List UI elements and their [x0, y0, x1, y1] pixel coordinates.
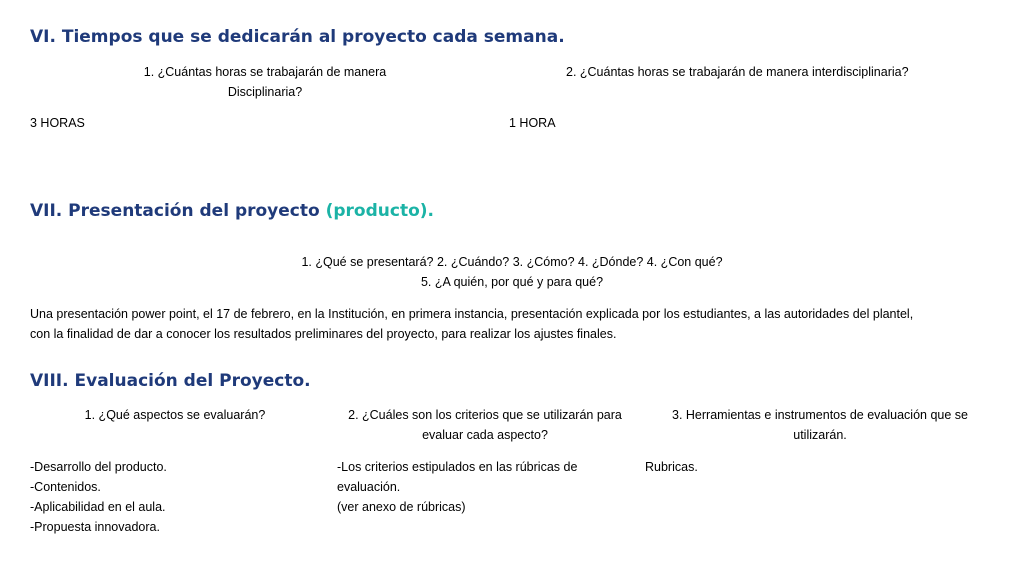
section-7-title [30, 201, 434, 221]
section-8-column-3 [645, 457, 698, 477]
list-item: -Aplicabilidad en el aula. [30, 500, 166, 514]
section-7-questions-line-2: 5. ¿A quién, por qué y para qué? [420, 275, 604, 289]
section-8-question-1: 1. ¿Qué aspectos se evaluarán? [84, 408, 266, 422]
section-6-question-1-line-2: Disciplinaria? [227, 85, 303, 99]
section-6-answer-2: 1 HORA [509, 116, 556, 130]
section-7-answer-line-2: con la finalidad de dar a conocer los resultados preliminares del proyecto, para realizar los ajustes finales. [30, 327, 617, 341]
list-item: -Propuesta innovadora. [30, 520, 160, 534]
section-8-column-2 [337, 457, 577, 517]
section-6-question-1-line-1: 1. ¿Cuántas horas se trabajarán de manera [143, 65, 387, 79]
section-8-column-1 [30, 457, 167, 537]
section-7-title-accent: (producto). [325, 201, 434, 221]
section-6-question-1 [100, 62, 430, 102]
section-6-answer-1: 3 HORAS [30, 116, 85, 130]
list-item: -Contenidos. [30, 480, 101, 494]
list-item: -Desarrollo del producto. [30, 460, 167, 474]
section-7-questions [0, 252, 1024, 292]
section-8-question-2 [330, 405, 640, 445]
section-7-questions-line-1: 1. ¿Qué se presentará? 2. ¿Cuándo? 3. ¿Cómo? 4. ¿Dónde? 4. ¿Con qué? [301, 255, 723, 269]
section-8-title: VIII. Evaluación del Proyecto. [30, 371, 311, 391]
section-8-question-3 [650, 405, 990, 445]
section-8-question-3-line-1: 3. Herramientas e instrumentos de evaluación que se [672, 408, 968, 422]
list-item: Rubricas. [645, 460, 698, 474]
section-7-title-main: VII. Presentación del proyecto [30, 201, 326, 221]
section-8-question-2-line-2: evaluar cada aspecto? [422, 428, 548, 442]
list-item: evaluación. [337, 480, 401, 494]
section-6-question-2: 2. ¿Cuántas horas se trabajarán de manera interdisciplinaria? [566, 65, 909, 79]
section-6-title: VI. Tiempos que se dedicarán al proyecto cada semana. [30, 27, 565, 47]
section-7-answer [30, 304, 913, 344]
section-8-question-2-line-1: 2. ¿Cuáles son los criterios que se utilizarán para [348, 408, 622, 422]
list-item: (ver anexo de rúbricas) [337, 500, 466, 514]
list-item: -Los criterios estipulados en las rúbricas de [337, 460, 578, 474]
section-8-question-3-line-2: utilizarán. [793, 428, 847, 442]
section-7-answer-line-1: Una presentación power point, el 17 de febrero, en la Institución, en primera instancia, presentación explicada por los estudiantes, a las autoridades del plantel, [30, 307, 914, 321]
